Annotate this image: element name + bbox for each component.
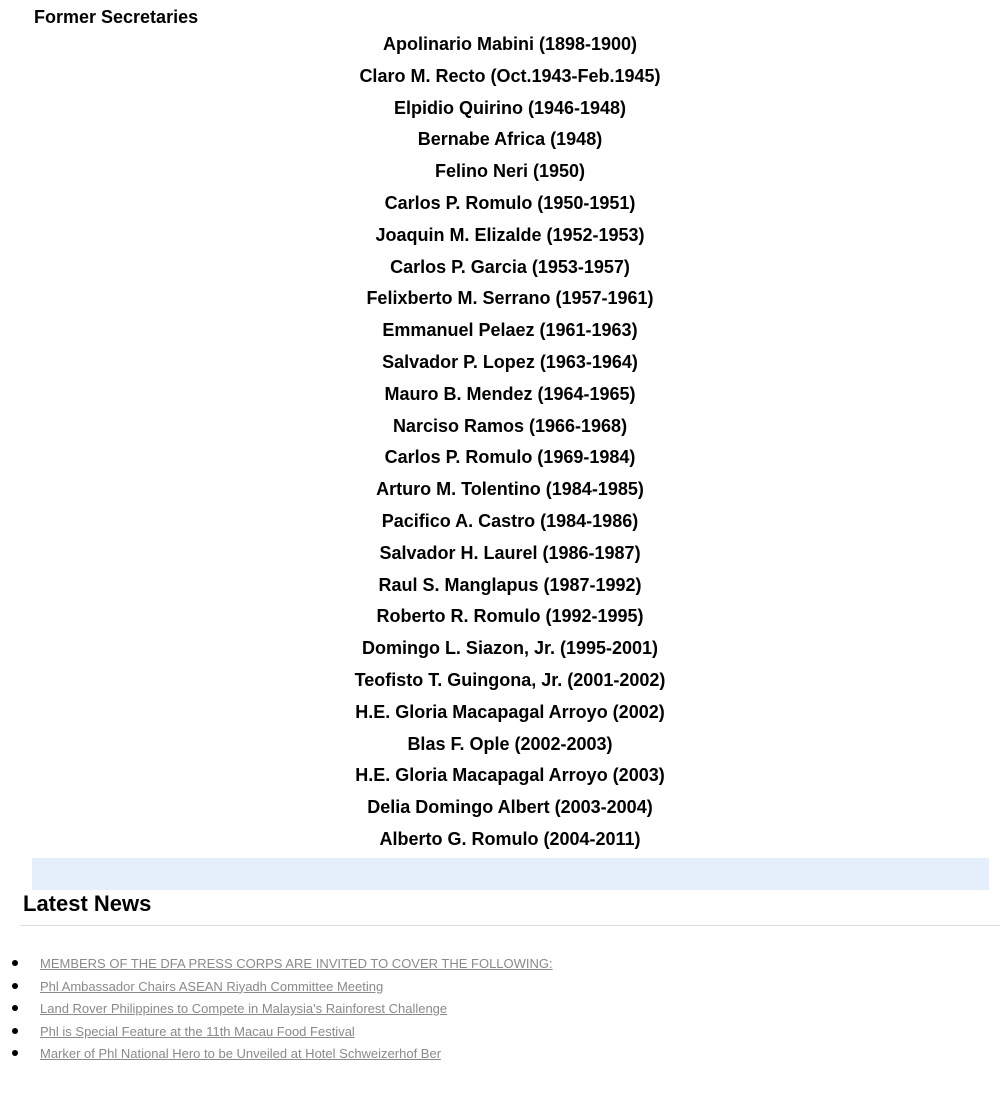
secretary-item: Salvador P. Lopez (1963-1964) (382, 351, 638, 372)
former-secretaries-title: Former Secretaries (34, 7, 199, 27)
latest-news-heading: Latest News (23, 891, 152, 916)
secretary-item: Carlos P. Romulo (1950-1951) (384, 192, 636, 213)
secretary-item: Carlos P. Romulo (1969-1984) (384, 447, 636, 468)
secretary-item: Domingo L. Siazon, Jr. (1995-2001) (361, 638, 659, 659)
secretary-item: Carlos P. Garcia (1953-1957) (390, 256, 630, 277)
secretary-item: Raul S. Manglapus (1987-1992) (378, 574, 642, 595)
bullet-icon (12, 1005, 18, 1011)
bullet-icon (12, 1028, 18, 1034)
secretary-item: H.E. Gloria Macapagal Arroyo (2002) (355, 701, 665, 722)
secretary-item: Elpidio Quirino (1946-1948) (393, 97, 627, 118)
news-link[interactable]: Marker of Phl National Hero to be Unveiled at Hotel Schweizerhof Ber (40, 1046, 442, 1061)
news-link[interactable]: Phl Ambassador Chairs ASEAN Riyadh Committee Meeting (40, 978, 384, 994)
secretary-item: Teofisto T. Guingona, Jr. (2001-2002) (354, 669, 666, 690)
secretary-item: Bernabe Africa (1948) (417, 129, 603, 150)
secretary-item: Emmanuel Pelaez (1961-1963) (382, 320, 638, 341)
bullet-icon (12, 1050, 18, 1056)
secretary-item: Salvador H. Laurel (1986-1987) (379, 542, 641, 563)
secretary-item: Apolinario Mabini (1898-1900) (382, 34, 638, 54)
secretary-item: Alberto G. Romulo (2004-2011) (379, 828, 641, 849)
secretary-item: Joaquin M. Elizalde (1952-1953) (375, 224, 645, 245)
section-separator-band (32, 858, 989, 890)
secretary-item: Delia Domingo Albert (2003-2004) (367, 797, 653, 818)
bullet-icon (12, 960, 18, 966)
secretary-item: H.E. Gloria Macapagal Arroyo (2003) (355, 765, 665, 786)
divider (20, 925, 1000, 926)
secretary-item: Arturo M. Tolentino (1984-1985) (376, 479, 644, 500)
news-item (0, 1045, 1000, 1068)
secretary-item: Felixberto M. Serrano (1957-1961) (366, 288, 654, 309)
news-item (0, 1000, 1000, 1023)
secretary-item: Pacifico A. Castro (1984-1986) (381, 510, 639, 531)
secretary-item: Felino Neri (1950) (434, 161, 586, 182)
bullet-icon (12, 983, 18, 989)
news-link[interactable]: Land Rover Philippines to Compete in Malaysia's Rainforest Challenge (40, 1001, 448, 1016)
secretary-item: Roberto R. Romulo (1992-1995) (376, 606, 644, 627)
news-item (0, 1023, 1000, 1046)
news-link[interactable]: Phl is Special Feature at the 11th Macau Food Festival (40, 1023, 355, 1039)
secretary-item: Narciso Ramos (1966-1968) (392, 415, 628, 436)
secretary-item: Mauro B. Mendez (1964-1965) (384, 383, 636, 404)
latest-news-list (0, 955, 1000, 1068)
news-item (0, 978, 1000, 1001)
news-item (0, 955, 1000, 978)
news-link[interactable]: MEMBERS OF THE DFA PRESS CORPS ARE INVITED TO COVER THE FOLLOWING: (40, 956, 553, 971)
secretary-item: Claro M. Recto (Oct.1943-Feb.1945) (359, 65, 661, 86)
secretary-item: Blas F. Ople (2002-2003) (407, 733, 613, 754)
former-secretaries-list (20, 33, 1000, 860)
